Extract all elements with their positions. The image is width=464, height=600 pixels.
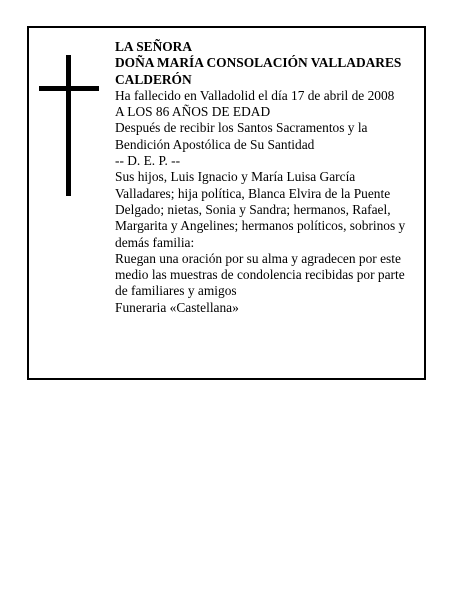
rest-in-peace: -- D. E. P. --	[115, 153, 181, 169]
funeral-home: Funeraria «Castellana»	[115, 299, 239, 315]
family-list: Sus hijos, Luis Ignacio y María Luisa García Valladares; hija política, Blanca Elvira de la Puente Delgado; nietas, Sonia y Sandra; hermanos, Rafael, Margarita y Angelines; hermanos políticos, sobrinos y demás familia:	[115, 169, 406, 250]
obituary-notice	[27, 26, 426, 380]
deceased-name-line-2: CALDERÓN	[115, 71, 192, 87]
prayer-request: Ruegan una oración por su alma y agradecen por este medio las muestras de condolencia recibidas por parte de familiares y amigos	[115, 250, 405, 299]
death-info: Ha fallecido en Valladolid el día 17 de abril de 2008	[115, 87, 395, 103]
age-at-death: A LOS 86 AÑOS DE EDAD	[115, 104, 271, 120]
sacraments-text: Después de recibir los Santos Sacramentos y la Bendición Apostólica de Su Santidad	[115, 120, 368, 152]
notice-text	[115, 39, 415, 316]
deceased-name-line-1: DOÑA MARÍA CONSOLACIÓN VALLADARES	[115, 55, 402, 71]
notice-title: LA SEÑORA	[115, 39, 193, 54]
cross-horizontal-bar	[39, 86, 99, 91]
cross-vertical-bar	[66, 55, 71, 196]
